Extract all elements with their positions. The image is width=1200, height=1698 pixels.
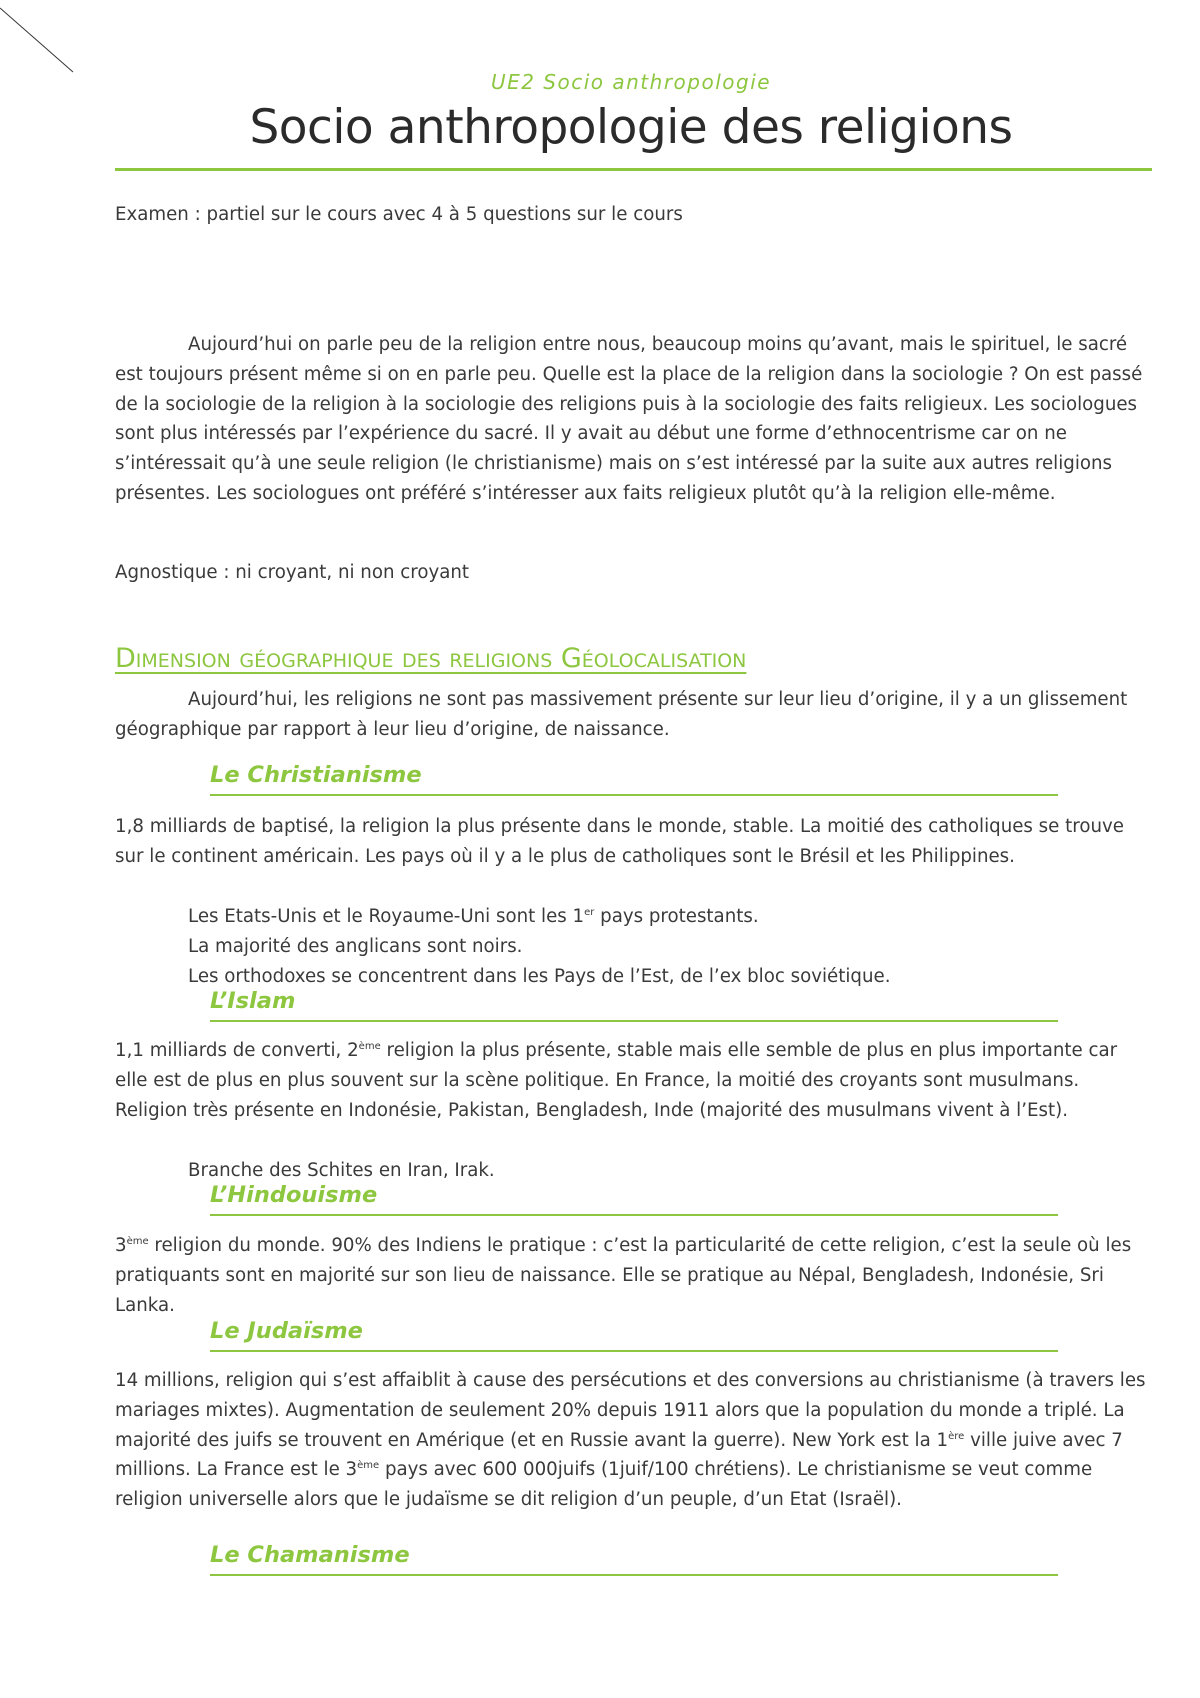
heading-christianisme: Le Christianisme	[210, 762, 1058, 796]
intro-paragraph: Aujourd’hui on parle peu de la religion entre nous, beaucoup moins qu’avant, mais le spirituel, le sacré est toujours présent même si on en parle peu. Quelle est la place de la religion dans la sociologie ? On est passé de la sociologie de la religion à la sociologie des religions puis à la sociologie des faits religieux. Les sociologues sont plus intéressés par l’expérience du sacré. Il y avait au début une forme d’ethnocentrisme car on ne s’intéressait qu’à une seule religion (le christianisme) mais on s’est intéressé par la suite aux autres religions présentes. Les sociologues ont préféré s’intéresser aux faits religieux plutôt qu’à la religion elle-même.	[115, 334, 1143, 504]
heading-hindouisme: L’Hindouisme	[210, 1182, 1058, 1216]
heading-chamanisme: Le Chamanisme	[210, 1542, 1058, 1576]
corner-fold-line	[0, 0, 100, 80]
christianisme-paragraph: 1,8 milliards de baptisé, la religion la plus présente dans le monde, stable. La moitié des catholiques se trouve sur le continent américain. Les pays où il y a le plus de catholiques sont le Brésil et les Philippines.	[115, 816, 1124, 867]
islam-line-schites: Branche des Schites en Iran, Irak.	[188, 1160, 495, 1181]
page-title: Socio anthropologie des religions	[249, 100, 1013, 155]
judaisme-paragraph: 14 millions, religion qui s’est affaiblit à cause des persécutions et des conversions au christianisme (à travers les mariages mixtes). Augmentation de seulement 20% depuis 1911 alors que la population du monde a triplé. La majorité des juifs se trouvent en Amérique (et en Russie avant la guerre). New York est la 1ère ville juive avec 7 millions. La France est le 3ème pays avec 600 000juifs (1juif/100 chrétiens). Le christianisme se veut comme religion universelle alors que le judaïsme se dit religion d’un peuple, d’un Etat (Israël).	[115, 1370, 1146, 1511]
section-intro-paragraph: Aujourd’hui, les religions ne sont pas massivement présente sur leur lieu d’origine, il y a un glissement géographique par rapport à leur lieu d’origine, de naissance.	[115, 689, 1128, 740]
section-heading: Dimension géographique des religions Géolocalisation	[115, 643, 747, 674]
christianisme-line-anglicans: La majorité des anglicans sont noirs.	[188, 936, 523, 957]
christianisme-line-orthodoxes: Les orthodoxes se concentrent dans les Pays de l’Est, de l’ex bloc soviétique.	[188, 966, 891, 987]
heading-islam: L’Islam	[210, 988, 1058, 1022]
agnostique-definition: Agnostique : ni croyant, ni non croyant	[115, 562, 470, 583]
christianisme-line-protestants: Les Etats-Unis et le Royaume-Uni sont les 1er pays protestants.	[188, 906, 759, 927]
exam-note: Examen : partiel sur le cours avec 4 à 5 questions sur le cours	[115, 204, 683, 225]
course-subtitle: UE2 Socio anthropologie	[490, 70, 772, 94]
heading-judaisme: Le Judaïsme	[210, 1318, 1058, 1352]
hindouisme-paragraph: 3ème religion du monde. 90% des Indiens le pratique : c’est la particularité de cette religion, c’est la seule où les pratiquants sont en majorité sur son lieu de naissance. Elle se pratique au Népal, Bengladesh, Indonésie, Sri Lanka.	[115, 1235, 1132, 1316]
islam-paragraph: 1,1 milliards de converti, 2ème religion la plus présente, stable mais elle semble de plus en plus importante car elle est de plus en plus souvent sur la scène politique. En France, la moitié des croyants sont musulmans. Religion très présente en Indonésie, Pakistan, Bengladesh, Inde (majorité des musulmans vivent à l’Est).	[115, 1040, 1118, 1121]
title-underline	[115, 168, 1152, 171]
